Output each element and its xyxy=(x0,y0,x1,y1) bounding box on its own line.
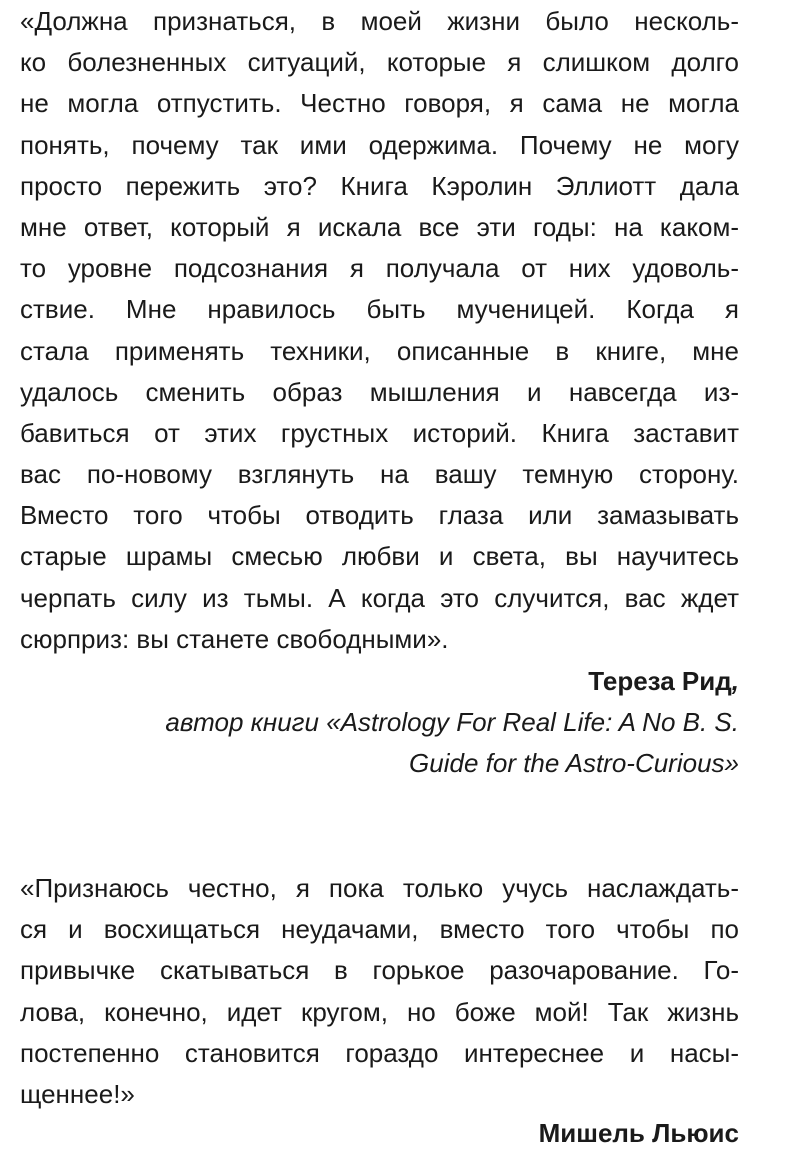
quote-line: вас по-новому взглянуть на вашу темную сторону. xyxy=(20,459,739,490)
quote-line: старые шрамы смесью любви и света, вы научитесь xyxy=(20,541,739,572)
quote-line: ствие. Мне нравилось быть мученицей. Когда я xyxy=(20,294,739,325)
author-name-text: Тереза Рид xyxy=(588,666,732,696)
quote-line: «Должна признаться, в моей жизни было несколь- xyxy=(20,6,739,36)
quote-line: ся и восхищаться неудачами, вместо того чтобы по xyxy=(20,914,739,945)
testimonial-quote-1 xyxy=(20,1,739,660)
quote-line: то уровне подсознания я получала от них удоволь- xyxy=(20,253,739,284)
author-role: автор книги «Astrology For Real Life: A No B. S. xyxy=(165,707,739,737)
author-role: Guide for the Astro-Curious» xyxy=(409,748,739,778)
quote-line: Вместо того чтобы отводить глаза или замазывать xyxy=(20,500,739,531)
attribution-2 xyxy=(539,1113,739,1154)
author-name: Мишель Льюис xyxy=(538,1118,739,1148)
attribution-1 xyxy=(165,661,739,784)
quote-line: бавиться от этих грустных историй. Книга заставит xyxy=(20,417,739,448)
quote-line: удалось сменить образ мышления и навсегда из- xyxy=(20,376,739,407)
quote-line: мне ответ, который я искала все эти годы: на каком- xyxy=(20,211,739,242)
testimonial-quote-2 xyxy=(20,868,739,1115)
quote-line: ко болезненных ситуаций, которые я слишком долго xyxy=(20,47,739,78)
quote-line: щеннее!» xyxy=(20,1078,135,1109)
quote-line: «Признаюсь честно, я пока только учусь наслаждать- xyxy=(20,873,739,903)
author-name xyxy=(165,661,739,702)
quote-line: стала применять техники, описанные в книге, мне xyxy=(20,335,739,366)
quote-line: не могла отпустить. Честно говоря, я сама не могла xyxy=(20,88,739,119)
quote-line: черпать силу из тьмы. А когда это случится, вас ждет xyxy=(20,582,739,613)
quote-line: постепенно становится гораздо интереснее и насы- xyxy=(20,1037,739,1068)
quote-line: привычке скатываться в горькое разочарование. Го- xyxy=(20,955,739,986)
quote-line: сюрприз: вы станете свободными». xyxy=(20,623,449,654)
quote-line: лова, конечно, идет кругом, но боже мой! Так жизнь xyxy=(20,996,739,1027)
author-name-comma: , xyxy=(731,666,739,696)
quote-line: просто пережить это? Книга Кэролин Эллиотт дала xyxy=(20,170,739,201)
quote-line: понять, почему так ими одержима. Почему не могу xyxy=(20,129,739,160)
